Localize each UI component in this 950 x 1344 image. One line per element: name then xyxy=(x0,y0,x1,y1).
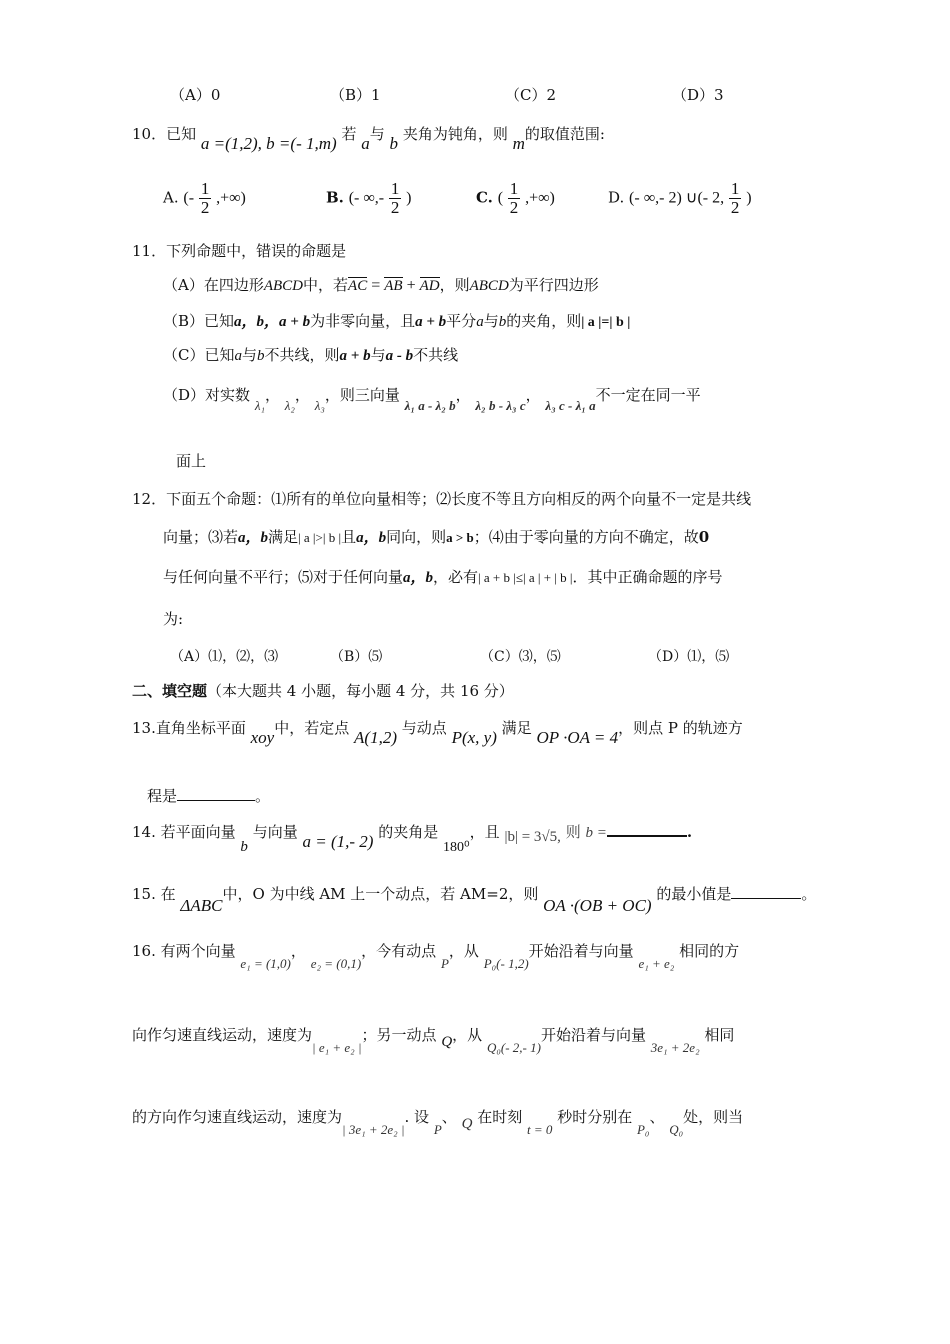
text: 不共线 xyxy=(413,346,459,364)
q11-option-d-continued: 面上 xyxy=(176,452,207,470)
text: （B）已知 xyxy=(163,312,235,330)
lambda-3: λ₃ xyxy=(314,398,325,413)
point-q0: Q₀(- 2,- 1) xyxy=(486,1040,541,1055)
text: （A）在四边形 xyxy=(163,276,264,294)
q10-a: a xyxy=(361,134,370,153)
vector-b: b xyxy=(240,839,248,855)
vector-e2: e₂ = (0,1) xyxy=(310,956,362,971)
q10-number: 10． xyxy=(132,125,167,143)
q12-option-d: （D）⑴，⑸ xyxy=(648,649,730,665)
text: ， xyxy=(455,386,471,404)
q10-text: 夹角为钝角，则 xyxy=(402,125,508,143)
text: 、 xyxy=(441,1108,457,1126)
text: 不共线，则 xyxy=(264,346,340,364)
text: 且 xyxy=(341,528,357,546)
q10-option-b xyxy=(326,180,411,217)
text: 与向量 xyxy=(252,823,298,841)
text: 相同的方 xyxy=(679,942,740,960)
q11-option-d xyxy=(163,386,701,413)
zero-vector: 0 xyxy=(698,528,710,546)
time-zero: t = 0 xyxy=(527,1122,553,1137)
text: ；另一动点 xyxy=(361,1026,437,1044)
text: ．其中正确命题的序号 xyxy=(572,568,723,586)
option-expr: (- xyxy=(183,189,195,207)
text: 向作匀速直线运动，速度为 xyxy=(132,1026,313,1044)
vector-b: b = xyxy=(585,825,607,841)
vector-sum: a + b xyxy=(415,314,447,330)
text: ，则点 P 的轨迹方 xyxy=(618,719,743,737)
numerator: 1 xyxy=(390,179,400,198)
numerator: 1 xyxy=(509,179,519,198)
direction-vector-1: e₁ + e₂ xyxy=(638,956,675,971)
vector-sum: a + b xyxy=(339,348,371,364)
point-p0: P₀ xyxy=(636,1122,650,1137)
q9-option-b: （B）1 xyxy=(330,86,381,104)
answer-blank xyxy=(607,829,687,837)
text: 。 xyxy=(255,787,271,805)
text: 15. 在 xyxy=(132,885,176,903)
numerator: 1 xyxy=(200,179,210,198)
q10-text: 若 xyxy=(341,125,357,143)
q9-option-a: （A）0 xyxy=(170,86,221,104)
q10-text: 与 xyxy=(369,125,385,143)
text: 秒时分别在 xyxy=(557,1108,633,1126)
text: 16. 有两个向量 xyxy=(132,942,236,960)
vector-ac: AC xyxy=(348,278,368,294)
q12-line-3 xyxy=(163,568,723,587)
point-p0: P₀(- 1,2) xyxy=(483,956,529,971)
vector-b: b xyxy=(257,348,265,364)
q10-text: 的取值范围: xyxy=(524,125,605,143)
angle: 180⁰ xyxy=(443,840,470,855)
text: ，则三向量 xyxy=(324,386,400,404)
fraction xyxy=(729,180,742,217)
q12-option-c: （C）⑶，⑸ xyxy=(480,649,561,665)
q15-stem xyxy=(132,884,817,915)
vectors: a，b xyxy=(403,570,434,586)
option-expr: ,+∞) xyxy=(216,189,246,207)
quadrilateral-name: ABCD xyxy=(263,278,304,294)
point-a: A(1,2) xyxy=(354,728,397,747)
option-expr: (- ∞,- 2) ∪(- 2, xyxy=(629,189,725,207)
denominator: 2 xyxy=(200,197,210,217)
option-expr: ) xyxy=(746,189,752,207)
text: （D）对实数 xyxy=(163,386,251,404)
vector-a: a xyxy=(234,348,242,364)
vector-ad: AD xyxy=(419,278,440,294)
triangle: ΔABC xyxy=(180,896,223,915)
q11-option-b xyxy=(163,312,630,332)
text: ，且 xyxy=(469,823,500,841)
vector-ab: AB xyxy=(384,278,403,294)
point-q: Q xyxy=(461,1116,473,1132)
vectors: a，b xyxy=(356,530,387,546)
text: ， xyxy=(264,386,280,404)
lambda-1: λ₁ xyxy=(254,398,265,413)
section-heading xyxy=(132,682,514,700)
condition: OP ·OA = 4 xyxy=(536,728,619,747)
vectors: a，b xyxy=(238,530,269,546)
vector-a: a = (1,- 2) xyxy=(302,832,374,851)
vector-e1: e₁ = (1,0) xyxy=(240,956,291,971)
q9-option-d: （D）3 xyxy=(672,86,724,104)
q13-continued xyxy=(147,786,270,805)
q10-option-d xyxy=(608,180,752,217)
lambda-2: λ₂ xyxy=(284,398,295,413)
q12-line-1: 12．下面五个命题：⑴所有的单位向量相等；⑵长度不等且方向相反的两个向量不一定是共线 xyxy=(132,490,752,508)
text: 满足 xyxy=(268,528,299,546)
option-label: D. xyxy=(608,188,625,207)
text: ；⑷由于零向量的方向不确定，故 xyxy=(473,528,699,546)
point-p: P(x, y) xyxy=(451,728,497,747)
q14-stem xyxy=(132,822,693,855)
text: 处，则当 xyxy=(683,1108,744,1126)
point-q: Q xyxy=(441,1034,453,1050)
q12-line-2 xyxy=(163,528,709,547)
text: 的夹角是 xyxy=(378,823,439,841)
q16-line-3 xyxy=(132,1108,744,1137)
quadrilateral-name: ABCD xyxy=(469,278,509,294)
text: 同向，则 xyxy=(386,528,447,546)
inequality: | a |>| b | xyxy=(298,530,342,545)
text: 的方向作匀速直线运动，速度为 xyxy=(132,1108,343,1126)
text: 平分 xyxy=(446,312,477,330)
q11-option-c xyxy=(163,346,458,365)
text: + xyxy=(402,277,420,294)
text: 满足 xyxy=(501,719,532,737)
option-expr: ) xyxy=(406,189,412,207)
fraction xyxy=(508,180,521,217)
option-expr: ,+∞) xyxy=(525,189,555,207)
fraction xyxy=(199,180,212,217)
point-q0: Q₀ xyxy=(669,1122,684,1137)
answer-blank xyxy=(731,884,801,899)
text: 的夹角，则 xyxy=(506,312,582,330)
text: 在时刻 xyxy=(477,1108,523,1126)
option-label: A. xyxy=(163,188,179,207)
q10-text: 已知 xyxy=(166,125,197,143)
q10-vectors: a =(1,2), b =(- 1,m) xyxy=(200,134,337,153)
equation: | a |=| b | xyxy=(581,315,631,330)
option-label: B. xyxy=(326,188,344,207)
text: ，从 xyxy=(448,942,479,960)
q10-b: b xyxy=(389,134,399,153)
q16-line-2 xyxy=(132,1026,735,1055)
denominator: 2 xyxy=(509,197,519,217)
vector-expr-2: λ₂ b - λ₃ c xyxy=(475,398,526,413)
section-title: 二、填空题 xyxy=(132,682,208,700)
q9-option-c: （C）2 xyxy=(505,86,557,104)
text: 中，O 为中线 AM 上一个动点，若 AM=2，则 xyxy=(222,885,539,903)
text: ，今有动点 xyxy=(361,942,437,960)
text: 与任何向量不平行；⑸对于任何向量 xyxy=(163,568,404,586)
numerator: 1 xyxy=(730,179,740,198)
vector-a: a xyxy=(476,314,484,330)
text: 14. 若平面向量 xyxy=(132,823,236,841)
text: （C）已知 xyxy=(163,346,235,364)
option-expr: ( xyxy=(497,189,504,207)
text: 与 xyxy=(241,346,257,364)
text: 13.直角坐标平面 xyxy=(132,719,246,737)
q12-option-b: （B）⑸ xyxy=(330,649,383,665)
text: 与动点 xyxy=(401,719,447,737)
text: 中，若定点 xyxy=(274,719,350,737)
speed-1: | e₁ + e₂ | xyxy=(312,1040,362,1055)
vector-expr-3: λ₃ c - λ₁ a xyxy=(545,398,596,413)
direction-vector-2: 3e₁ + 2e₂ xyxy=(650,1040,700,1055)
text: 与 xyxy=(370,346,386,364)
text: 。 xyxy=(801,885,817,903)
text: 为平行四边形 xyxy=(508,276,599,294)
q12-option-a: （A）⑴，⑵，⑶ xyxy=(170,649,279,665)
q11-stem: 11．下列命题中，错误的命题是 xyxy=(132,242,347,260)
answer-blank xyxy=(177,786,255,801)
text: = xyxy=(367,277,385,294)
text: 的最小值是 xyxy=(656,885,732,903)
option-label: C. xyxy=(476,188,493,207)
text: 向量；⑶若 xyxy=(163,528,239,546)
text: 则 xyxy=(565,823,581,841)
point-p: P xyxy=(433,1122,442,1137)
text: ， xyxy=(290,942,306,960)
vector-diff: a - b xyxy=(385,348,414,364)
vector-b: b xyxy=(498,314,507,330)
option-expr: (- ∞,- xyxy=(348,189,385,207)
inequality: a > b xyxy=(446,530,474,545)
text: . 设 xyxy=(404,1108,430,1126)
text: ，则 xyxy=(439,276,470,294)
text: ，从 xyxy=(452,1026,483,1044)
text: 相同 xyxy=(704,1026,735,1044)
q12-line-4: 为: xyxy=(163,610,184,628)
denominator: 2 xyxy=(390,197,400,217)
text: 中，若 xyxy=(303,276,349,294)
fraction xyxy=(389,180,402,217)
section-note: （本大题共 4 小题，每小题 4 分，共 16 分） xyxy=(207,682,514,700)
text: . xyxy=(686,823,693,841)
magnitude-condition: |b| = 3√5, xyxy=(504,829,561,845)
text: ，必有 xyxy=(433,568,479,586)
point-p: P xyxy=(440,956,449,971)
q16-line-1 xyxy=(132,942,740,971)
text: 为非零向量，且 xyxy=(310,312,416,330)
q10-stem xyxy=(132,124,605,153)
text: ， xyxy=(525,386,541,404)
text: 开始沿着与向量 xyxy=(540,1026,646,1044)
text: 不一定在同一平 xyxy=(595,386,701,404)
text: 与 xyxy=(483,312,499,330)
q11-option-a xyxy=(163,276,599,295)
vector-expr-1: λ₁ a - λ₂ b xyxy=(404,398,456,413)
plane-name: xoy xyxy=(250,728,275,747)
inequality: | a + b |≤| a | + | b | xyxy=(478,570,573,585)
denominator: 2 xyxy=(730,197,740,217)
q10-m: m xyxy=(512,134,525,153)
text: ， xyxy=(294,386,310,404)
text: 、 xyxy=(649,1108,665,1126)
text: 开始沿着与向量 xyxy=(528,942,634,960)
q10-option-a xyxy=(163,180,246,217)
expression: OA ·(OB + OC) xyxy=(543,896,652,915)
text: 程是 xyxy=(147,787,178,805)
q13-stem xyxy=(132,718,743,747)
q10-option-c xyxy=(476,180,555,217)
speed-2: | 3e₁ + 2e₂ | xyxy=(342,1122,405,1137)
vectors: a，b，a + b xyxy=(234,314,311,330)
